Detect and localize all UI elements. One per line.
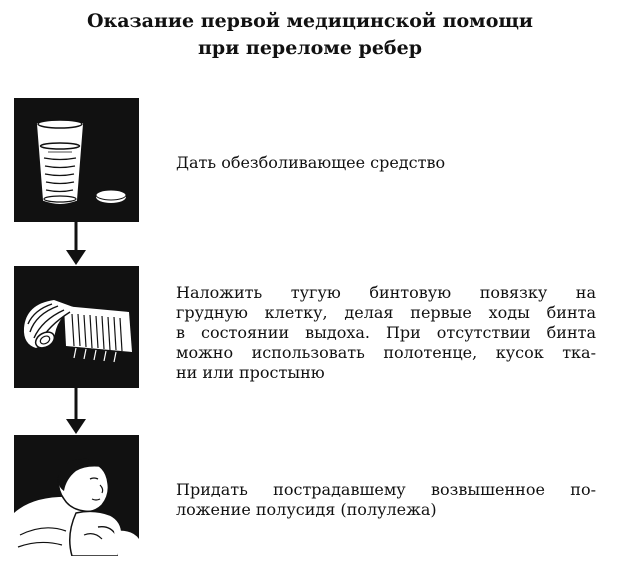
step-3-line-2: ложение полусидя (полулежа): [176, 500, 437, 519]
step-1-illustration: [14, 98, 139, 222]
step-2-line-2: грудную клетку, делая первые ходы бинта: [176, 303, 596, 322]
step-1-to-2-arrow-icon: [66, 222, 86, 266]
step-1-line-1: Дать обезболивающее средство: [176, 153, 446, 172]
step-2-line-4: можно использовать полотенце, кусок тка-: [176, 343, 596, 362]
person-lying-icon: [14, 435, 139, 556]
rolled-towel-icon: [14, 266, 139, 388]
step-1-text: [176, 153, 596, 173]
step-2-line-1: Наложить тугую бинтовую повязку на: [176, 283, 596, 302]
step-3-illustration: [14, 435, 139, 556]
step-2-to-3-arrow-icon: [66, 388, 86, 435]
step-2-text: [176, 283, 596, 383]
step-3-line-1: Придать пострадавшему возвышенное по-: [176, 480, 596, 499]
step-2-line-3: в состоянии выдоха. При отсутствии бинта: [176, 323, 596, 342]
glass-and-pill-icon: [14, 98, 139, 222]
title-line-2: при переломе ребер: [198, 37, 422, 59]
step-2-line-5: ни или простыню: [176, 363, 325, 382]
step-3-text: [176, 480, 596, 520]
page-title: [0, 8, 620, 62]
title-line-1: Оказание первой медицинской помощи: [86, 10, 534, 32]
step-2-illustration: [14, 266, 139, 388]
